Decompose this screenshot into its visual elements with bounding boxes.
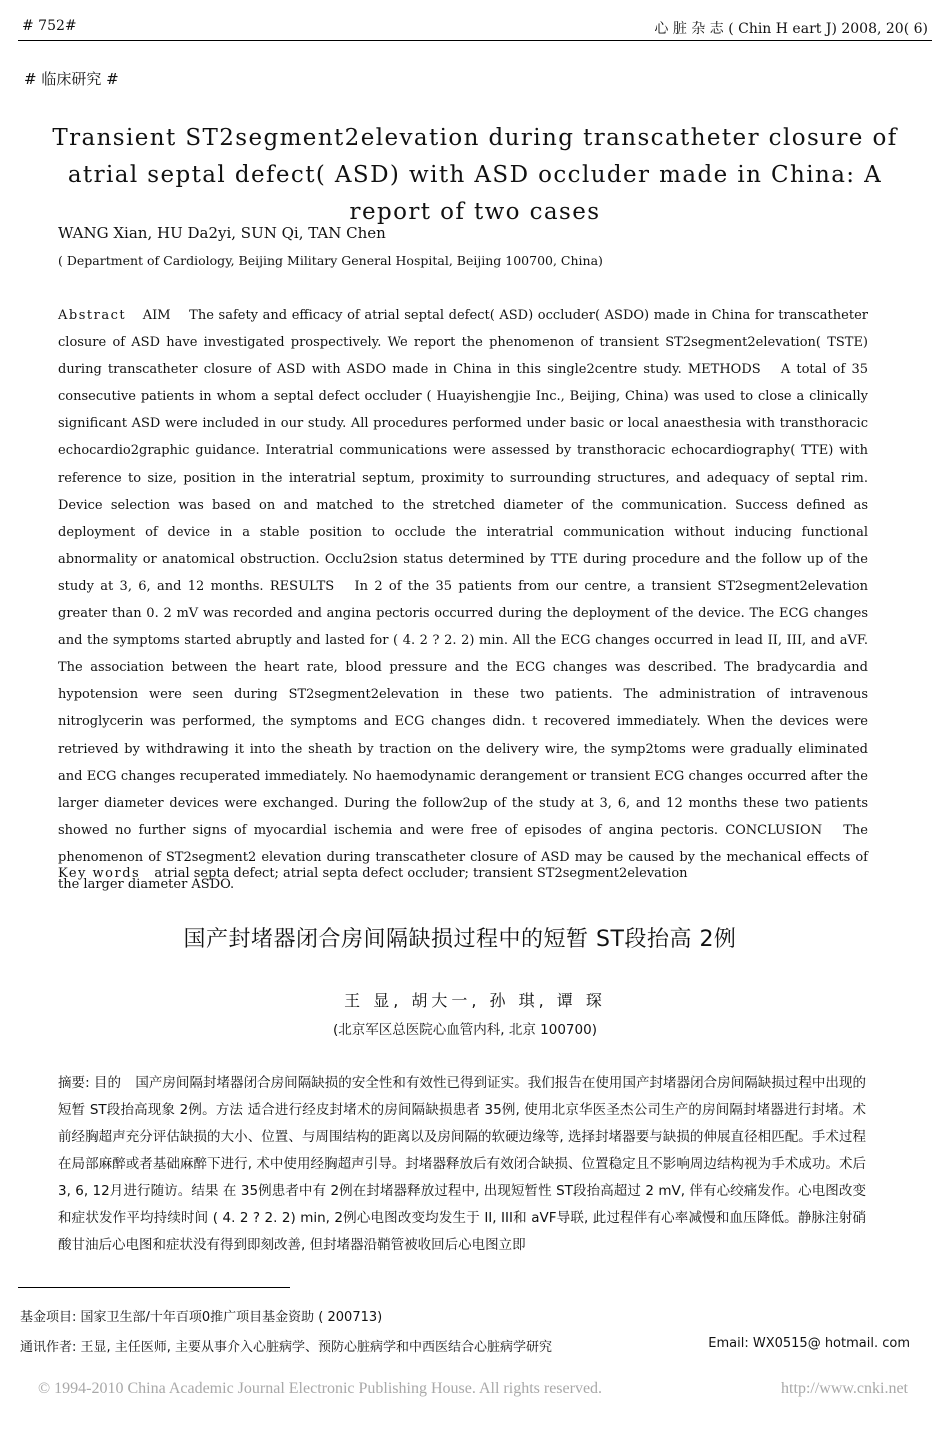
methods-label: METHODS <box>687 362 761 378</box>
abstract-label: Abstract <box>58 308 127 323</box>
chinese-affiliation: (北京军区总医院心血管内科, 北京 100700) <box>333 1022 597 1038</box>
page-number: # 752# <box>22 18 77 34</box>
aim-text: The safety and efficacy of atrial septal defect( ASD) occluder( ASDO) made in China for transcatheter closure of ASD have investigated prospectively. We report the phenomenon of transient ST2segment2elevation( TSTE) during transcatheter closure of ASD with ASDO made in China in this single2centre study. <box>58 308 868 378</box>
chinese-abstract-label: 摘要: 目的 <box>58 1075 121 1091</box>
funding-footnote: 基金项目: 国家卫生部/十年百项0推广项目基金资助 ( 200713) <box>20 1310 383 1325</box>
english-keywords <box>58 866 688 881</box>
email-address: Email: WX0515@ hotmail. com <box>708 1336 910 1351</box>
keywords-text: atrial septa defect; atrial septa defect occluder; transient ST2segment2elevation <box>154 866 688 881</box>
english-authors: WANG Xian, HU Da2yi, SUN Qi, TAN Chen <box>58 224 386 242</box>
english-affiliation: ( Department of Cardiology, Beijing Military General Hospital, Beijing 100700, China) <box>58 253 603 268</box>
methods-text: A total of 35 consecutive patients in whom a septal defect occluder ( Huayishengjie Inc., Beijing, China) was used to close a clinically significant ASD were included in our study. All procedures performed under basic or local anaesthesia with transthoracic echocardio2graphic guidance. Interatrial communications were assessed by transthoracic echocardiography( TTE) with reference to size, position in the interatrial septum, proximity to surrounding structures, and adequacy of septal rim. Device selection was based on and matched to the stretched diameter of the communication. Success defined as deployment of device in a stable position to occlude the interatrial communication without inducing functional abnormality or anatomical obstruction. Occlu2sion status determined by TTE during procedure and the follow up of the study at 3, 6, and 12 months. <box>58 362 868 594</box>
header-rule <box>18 40 932 41</box>
chinese-abstract <box>58 1070 866 1259</box>
aim-label: AIM <box>142 308 171 323</box>
chinese-title: 国产封堵器闭合房间隔缺损过程中的短暂 ST段抬高 2例 <box>183 927 737 952</box>
copyright-watermark <box>38 1380 908 1398</box>
conclusion-label: CONCLUSION <box>725 822 823 838</box>
running-header <box>22 12 928 38</box>
correspondence-footnote <box>20 1336 910 1355</box>
footnote-rule <box>18 1287 290 1288</box>
journal-citation: 心 脏 杂 志 ( Chin H eart J) 2008, 20( 6) <box>654 21 928 37</box>
chinese-authors: 王 显, 胡大一, 孙 琪, 谭 琛 <box>344 991 606 1010</box>
cnki-url: http://www.cnki.net <box>781 1380 908 1397</box>
english-title: Transient ST2segment2elevation during transcatheter closure of atrial septal defect( ASD) with ASD occluder made in China: A report of two cases <box>52 125 898 225</box>
copyright-text: © 1994-2010 China Academic Journal Electronic Publishing House. All rights reserved. <box>38 1380 603 1397</box>
conclusion-text: The phenomenon of ST2segment2 elevation during transcatheter closure of ASD may be caused by the mechanical effects of the larger diameter ASDO. <box>58 822 868 892</box>
chinese-abstract-text: 国产房间隔封堵器闭合房间隔缺损的安全性和有效性已得到证实。我们报告在使用国产封堵器闭合房间隔缺损过程中出现的短暂 ST段抬高现象 2例。方法 适合进行经皮封堵术的房间隔缺损患者 35例, 使用北京华医圣杰公司生产的房间隔封堵器进行封堵。术前经胸超声充分评估缺损的大小、位置、与周围结构的距离以及房间隔的软硬边缘等, 选择封堵器要与缺损的伸展直径相匹配。手术过程在局部麻醉或者基础麻醉下进行, 术中使用经胸超声引导。封堵器释放后有效闭合缺损、位置稳定且不影响周边结构视为手术成功。术后 3, 6, 12月进行随访。结果 在 35例患者中有 2例在封堵器释放过程中, 出现短暂性 ST段抬高超过 2 mV, 伴有心绞痛发作。心电图改变和症状发作平均持续时间 ( 4. 2 ? 2. 2) min, 2例心电图改变均发生于 II, III和 aVF导联, 此过程伴有心率减慢和血压降低。静脉注射硝酸甘油后心电图和症状没有得到即刻改善, 但封堵器沿鞘管被收回后心电图立即 <box>58 1075 866 1253</box>
english-abstract <box>58 302 868 898</box>
section-tag: # 临床研究 # <box>24 70 119 88</box>
results-label: RESULTS <box>269 578 335 594</box>
results-text: In 2 of the 35 patients from our centre, a transient ST2segment2elevation greater than 0. 2 mV was recorded and angina pectoris occurred during the deployment of the device. The ECG changes and the symptoms started abruptly and lasted for ( 4. 2 ? 2. 2) min. All the ECG changes occurred in lead II, III, and aVF. The association between the heart rate, blood pressure and the ECG changes was described. The bradycardia and hypotension were seen during ST2segment2elevation in these two patients. The administration of intravenous nitroglycerin was performed, the symptoms and ECG changes didn. t recovered immediately. When the devices were retrieved by withdrawing it into the sheath by traction on the delivery wire, the symp2toms were gradually eliminated and ECG changes recuperated immediately. No haemodynamic derangement or transient ECG changes occurred after the larger diameter devices were exchanged. During the follow2up of the study at 3, 6, and 12 months these two patients showed no further signs of myocardial ischemia and were free of episodes of angina pectoris. <box>58 578 868 838</box>
correspondence-text: 通讯作者: 王显, 主任医师, 主要从事介入心脏病学、预防心脏病学和中西医结合心脏病学研究 <box>20 1340 553 1355</box>
keywords-label: Key words <box>58 866 141 881</box>
